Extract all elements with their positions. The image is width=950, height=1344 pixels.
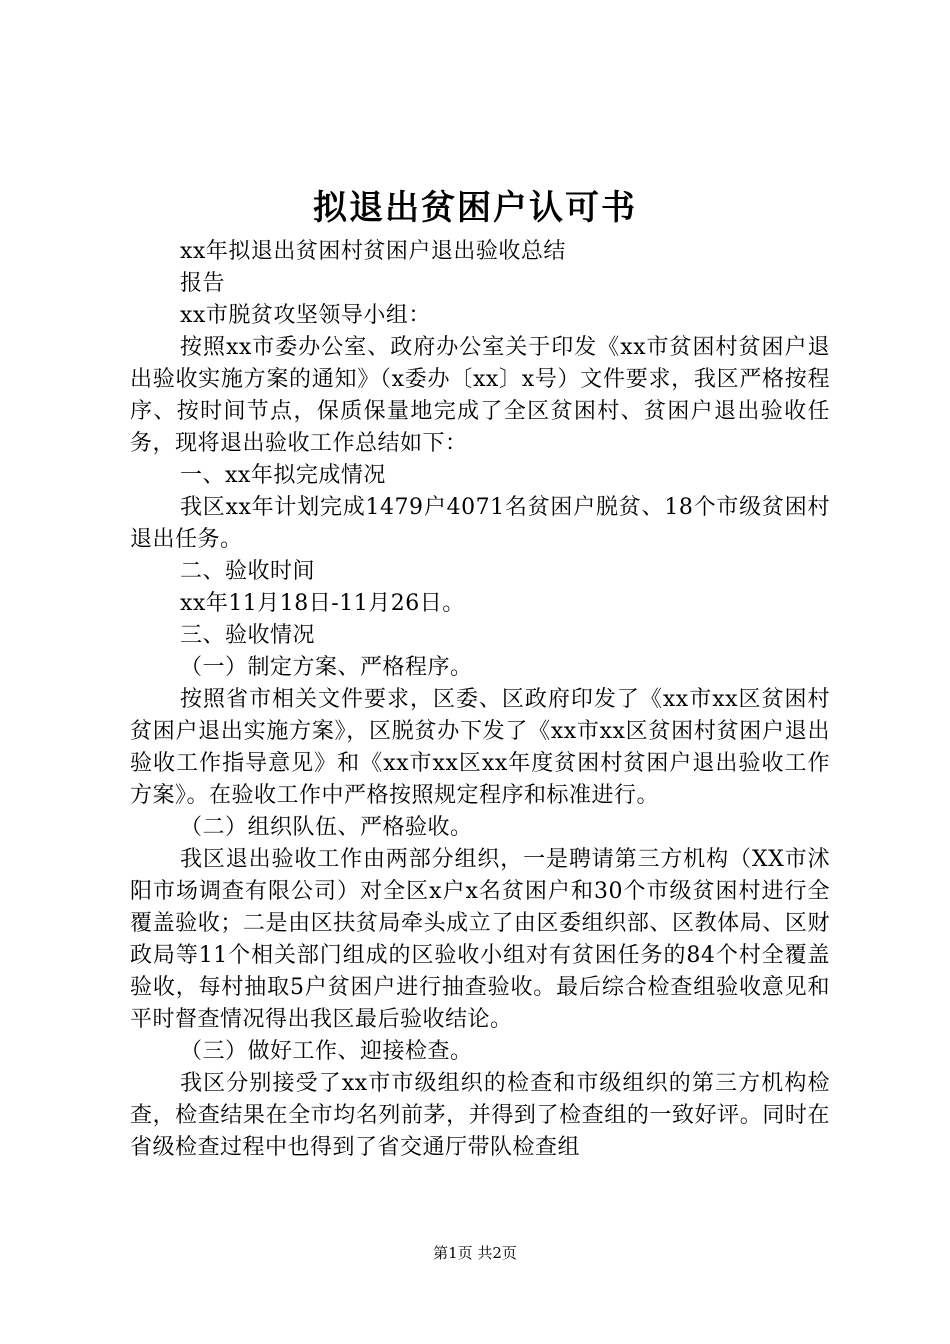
document-body [130, 236, 830, 1164]
paragraph-intro: 按照xx市委办公室、政府办公室关于印发《xx市贫困村贫困户退出验收实施方案的通知》（x委办〔xx〕x号）文件要求，我区严格按程序、按时间节点，保质保量地完成了全区贫困村、贫困户退出验收任务，现将退出验收工作总结如下： [130, 335, 830, 456]
subsection-heading-2: （二）组织队伍、严格验收。 [180, 815, 473, 840]
document-title: 拟退出贫困户认可书 [313, 188, 637, 228]
page-number-footer: 第1页 共2页 [433, 1244, 517, 1262]
paragraph-section-1: 我区xx年计划完成1479户4071名贫困户脱贫、18个市级贫困村退出任务。 [130, 495, 830, 552]
paragraph-section-2: xx年11月18日-11月26日。 [180, 591, 465, 616]
section-heading-2: 二、验收时间 [180, 559, 316, 584]
paragraph-subsection-2: 我区退出验收工作由两部分组织，一是聘请第三方机构（XX市沭阳市场调查有限公司）对全区x户x名贫困户和30个市级贫困村进行全覆盖验收；二是由区扶贫局牵头成立了由区委组织部、区教体局、区财政局等11个相关部门组成的区验收小组对有贫困任务的84个村全覆盖验收，每村抽取5户贫困户进行抽查验收。最后综合检查组验收意见和平时督查情况得出我区最后验收结论。 [130, 847, 830, 1032]
subsection-heading-3: （三）做好工作、迎接检查。 [180, 1039, 473, 1064]
paragraph-addressee: xx市脱贫攻坚领导小组： [180, 303, 431, 328]
paragraph-subsection-1: 按照省市相关文件要求，区委、区政府印发了《xx市xx区贫困村贫困户退出实施方案》，区脱贫办下发了《xx市xx区贫困村贫困户退出验收工作指导意见》和《xx市xx区xx年度贫困村贫困户退出验收工作方案》。在验收工作中严格按照规定程序和标准进行。 [130, 687, 830, 808]
paragraph-subtitle-cont: 报告 [180, 271, 226, 296]
section-heading-3: 三、验收情况 [180, 623, 316, 648]
paragraph-subtitle: xx年拟退出贫困村贫困户退出验收总结 [180, 239, 566, 264]
subsection-heading-1: （一）制定方案、严格程序。 [180, 655, 473, 680]
paragraph-subsection-3: 我区分别接受了xx市市级组织的检查和市级组织的第三方机构检查，检查结果在全市均名列前茅，并得到了检查组的一致好评。同时在省级检查过程中也得到了省交通厅带队检查组 [130, 1071, 830, 1160]
section-heading-1: 一、xx年拟完成情况 [180, 463, 386, 488]
